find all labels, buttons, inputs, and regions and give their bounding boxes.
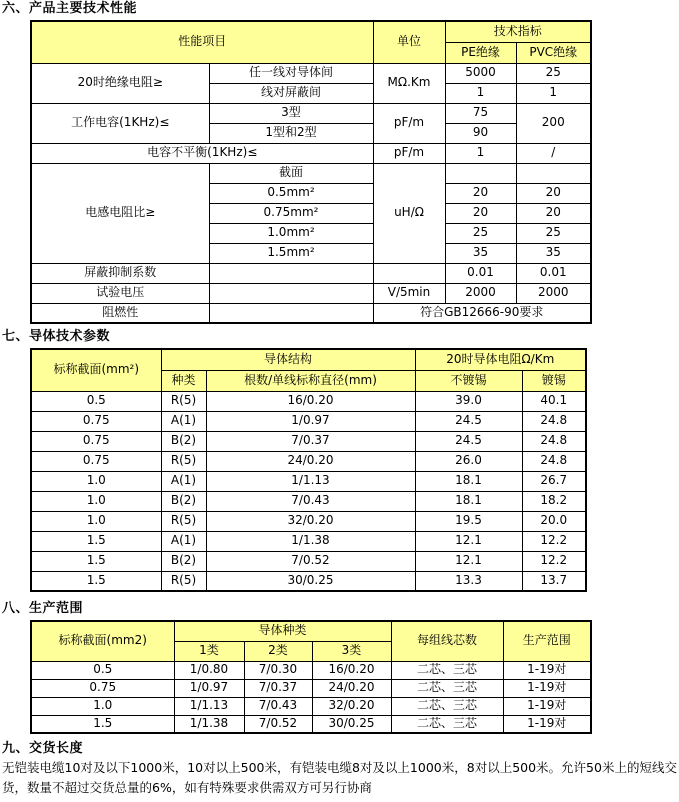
table-cell: 12.2: [522, 531, 586, 551]
table-cell: [209, 283, 373, 303]
table-cell: 35: [516, 243, 591, 263]
table-cell: 1-19对: [503, 715, 591, 733]
header-conductor-resistance: 20时导体电阻Ω/Km: [415, 349, 586, 370]
table-row: [31, 471, 586, 491]
header-pe-insulation: PE绝缘: [445, 42, 516, 63]
table-cell: MΩ.Km: [373, 63, 445, 103]
table-cell: 1.0: [31, 471, 161, 491]
header-kind: 种类: [161, 370, 206, 391]
table-cell: 0.5mm²: [209, 183, 373, 203]
table-cell: 7/0.43: [244, 697, 312, 715]
table-cell: 200: [516, 103, 591, 143]
table-cell: B(2): [161, 431, 206, 451]
table-cell: 3型: [209, 103, 373, 123]
table-cell: 40.1: [522, 391, 586, 411]
header-kind-1: 1类: [174, 641, 244, 661]
table-cell: 19.5: [415, 511, 522, 531]
table-row: [31, 431, 586, 451]
table-conductor-parameters: [30, 348, 587, 592]
table-cell: 1.0: [31, 511, 161, 531]
table-cell: 32/0.20: [312, 697, 391, 715]
table-cell: 二芯、三芯: [391, 697, 503, 715]
table-cell: 电容不平衡(1KHz)≤: [31, 143, 373, 163]
table-row: [31, 391, 586, 411]
table-cell: 24.8: [522, 411, 586, 431]
table-cell: 0.01: [445, 263, 516, 283]
table-cell: 7/0.37: [206, 431, 415, 451]
table-cell: 20: [445, 183, 516, 203]
table-cell: 任一线对导体间: [209, 63, 373, 83]
table-cell: B(2): [161, 491, 206, 511]
table-row: [31, 263, 591, 283]
table-cell: 25: [516, 223, 591, 243]
section-heading-production-range: 八、生产范围: [2, 601, 84, 616]
table-row: [31, 143, 591, 163]
table-cell: 24.8: [522, 431, 586, 451]
table-cell: [516, 163, 591, 183]
table-cell: /: [516, 143, 591, 163]
table-main-performance: [30, 20, 592, 324]
table-cell: 1/0.80: [174, 661, 244, 679]
table-cell: [209, 263, 373, 283]
table-cell: 1/0.97: [206, 411, 415, 431]
table-cell: 1/1.38: [206, 531, 415, 551]
table-cell: A(1): [161, 471, 206, 491]
header-kind-3: 3类: [312, 641, 391, 661]
table-cell: 1/0.97: [174, 679, 244, 697]
delivery-length-paragraph: 无铠装电缆10对及以下1000米，10对以上500米，有铠装电缆8对及以上1000米，8对以上500米。允许50米上的短线交货，数量不超过交货总量的6%，如有特殊要求供需双方可另行协商: [2, 760, 677, 795]
table-cell: 24.5: [415, 431, 522, 451]
table-row: [31, 661, 591, 679]
table-cell: 12.1: [415, 531, 522, 551]
table-cell: [373, 263, 445, 283]
header-unit: 单位: [373, 21, 445, 63]
table-cell: 1.5: [31, 571, 161, 591]
table-cell: 12.2: [522, 551, 586, 571]
table-cell: 16/0.20: [206, 391, 415, 411]
header-tech-index: 技术指标: [445, 21, 591, 42]
table-cell: 25: [445, 223, 516, 243]
table-cell: 1.5: [31, 531, 161, 551]
table-cell: pF/m: [373, 143, 445, 163]
table-cell: 二芯、三芯: [391, 715, 503, 733]
header-perf-item: 性能项目: [31, 21, 373, 63]
table-cell: 1-19对: [503, 697, 591, 715]
header-conductor-kinds: 导体种类: [174, 621, 391, 641]
section-heading-performance: 六、产品主要技术性能: [2, 1, 138, 16]
table-row: [31, 163, 591, 183]
table-cell: 1/1.13: [206, 471, 415, 491]
table-cell: 1.0: [31, 491, 161, 511]
table-cell: 0.5: [31, 391, 161, 411]
table-cell: 25: [516, 63, 591, 83]
table-cell: 13.3: [415, 571, 522, 591]
header-untinned: 不镀锡: [415, 370, 522, 391]
table-cell: 18.2: [522, 491, 586, 511]
spacer: [2, 734, 677, 741]
table-cell: 1/1.38: [174, 715, 244, 733]
header-production-range: 生产范围: [503, 621, 591, 661]
table-cell: 20: [516, 203, 591, 223]
header-tinned: 镀锡: [522, 370, 586, 391]
header-cores-per-group: 每组线芯数: [391, 621, 503, 661]
header-conductor-structure: 导体结构: [161, 349, 415, 370]
table-cell: 1: [516, 83, 591, 103]
table-cell: 0.01: [516, 263, 591, 283]
header-nominal-section: 标称截面(mm2): [31, 621, 174, 661]
table-row: [31, 63, 591, 83]
table-cell: 1: [445, 143, 516, 163]
table-cell: R(5): [161, 511, 206, 531]
table-cell: 20: [516, 183, 591, 203]
section-heading-conductor-params: 七、导体技术参数: [2, 329, 111, 344]
table-header-row: [31, 21, 591, 42]
table-cell: 20时绝缘电阻≥: [31, 63, 209, 103]
table-cell: 35: [445, 243, 516, 263]
table-cell: 1/1.13: [174, 697, 244, 715]
table-cell: 30/0.25: [206, 571, 415, 591]
header-kind-2: 2类: [244, 641, 312, 661]
table-cell: 工作电容(1KHz)≤: [31, 103, 209, 143]
table-cell: 18.1: [415, 471, 522, 491]
table-row: [31, 511, 586, 531]
table-row: [31, 531, 586, 551]
table-cell: 试验电压: [31, 283, 209, 303]
table-row: [31, 715, 591, 733]
table-cell: 阻燃性: [31, 303, 209, 323]
table-cell: 24/0.20: [206, 451, 415, 471]
table-cell: 1.5: [31, 551, 161, 571]
table-cell: 1.5: [31, 715, 174, 733]
table-cell: 7/0.43: [206, 491, 415, 511]
table-cell: A(1): [161, 531, 206, 551]
table-cell: 1-19对: [503, 679, 591, 697]
table-row: [31, 283, 591, 303]
table-row: [31, 103, 591, 123]
table-cell: 26.7: [522, 471, 586, 491]
table-cell: R(5): [161, 391, 206, 411]
table-cell: 1-19对: [503, 661, 591, 679]
table-cell: 2000: [516, 283, 591, 303]
table-row: [31, 571, 586, 591]
table-cell: 7/0.30: [244, 661, 312, 679]
table-cell: 90: [445, 123, 516, 143]
table-row: [31, 303, 591, 323]
table-cell: 5000: [445, 63, 516, 83]
table-cell: 24.5: [415, 411, 522, 431]
table-cell: 电感电阻比≥: [31, 163, 209, 263]
table-cell: 0.75: [31, 431, 161, 451]
table-cell: 1.0mm²: [209, 223, 373, 243]
header-strands-diameter: 根数/单线标称直径(mm): [206, 370, 415, 391]
table-production-range: [30, 620, 592, 734]
table-cell: 26.0: [415, 451, 522, 471]
table-cell: 20.0: [522, 511, 586, 531]
table-cell: 符合GB12666-90要求: [373, 303, 591, 323]
header-pvc-insulation: PVC绝缘: [516, 42, 591, 63]
table-cell: R(5): [161, 571, 206, 591]
table-cell: 30/0.25: [312, 715, 391, 733]
table-cell: 0.5: [31, 661, 174, 679]
table-cell: 0.75mm²: [209, 203, 373, 223]
table-cell: 屏蔽抑制系数: [31, 263, 209, 283]
table-cell: 7/0.37: [244, 679, 312, 697]
table-cell: 24.8: [522, 451, 586, 471]
table-cell: 32/0.20: [206, 511, 415, 531]
header-nominal-section: 标称截面(mm²): [31, 349, 161, 391]
table-cell: 24/0.20: [312, 679, 391, 697]
table-cell: 7/0.52: [244, 715, 312, 733]
table-cell: 1.0: [31, 697, 174, 715]
table-row: [31, 679, 591, 697]
table-row: [31, 451, 586, 471]
table-cell: 0.75: [31, 411, 161, 431]
table-cell: 16/0.20: [312, 661, 391, 679]
table-cell: 7/0.52: [206, 551, 415, 571]
table-cell: 75: [445, 103, 516, 123]
table-cell: 1: [445, 83, 516, 103]
table-row: [31, 491, 586, 511]
table-cell: 二芯、三芯: [391, 679, 503, 697]
table-cell: pF/m: [373, 103, 445, 143]
table-cell: 39.0: [415, 391, 522, 411]
table-cell: R(5): [161, 451, 206, 471]
table-cell: 12.1: [415, 551, 522, 571]
table-cell: 2000: [445, 283, 516, 303]
table-cell: V/5min: [373, 283, 445, 303]
section-heading-delivery-length: 九、交货长度: [2, 741, 84, 756]
table-cell: 二芯、三芯: [391, 661, 503, 679]
table-cell: 1型和2型: [209, 123, 373, 143]
table-cell: [445, 163, 516, 183]
table-cell: 0.75: [31, 679, 174, 697]
table-cell: 1.5mm²: [209, 243, 373, 263]
table-row: [31, 697, 591, 715]
table-row: [31, 411, 586, 431]
table-cell: 0.75: [31, 451, 161, 471]
table-cell: 线对屏蔽间: [209, 83, 373, 103]
table-cell: 20: [445, 203, 516, 223]
spacer: [2, 592, 677, 601]
table-row: [31, 551, 586, 571]
table-cell: A(1): [161, 411, 206, 431]
table-cell: uH/Ω: [373, 163, 445, 263]
table-header-row: [31, 349, 586, 370]
table-header-row: [31, 621, 591, 641]
table-cell: 截面: [209, 163, 373, 183]
table-cell: 18.1: [415, 491, 522, 511]
table-cell: [209, 303, 373, 323]
table-cell: B(2): [161, 551, 206, 571]
table-cell: 13.7: [522, 571, 586, 591]
